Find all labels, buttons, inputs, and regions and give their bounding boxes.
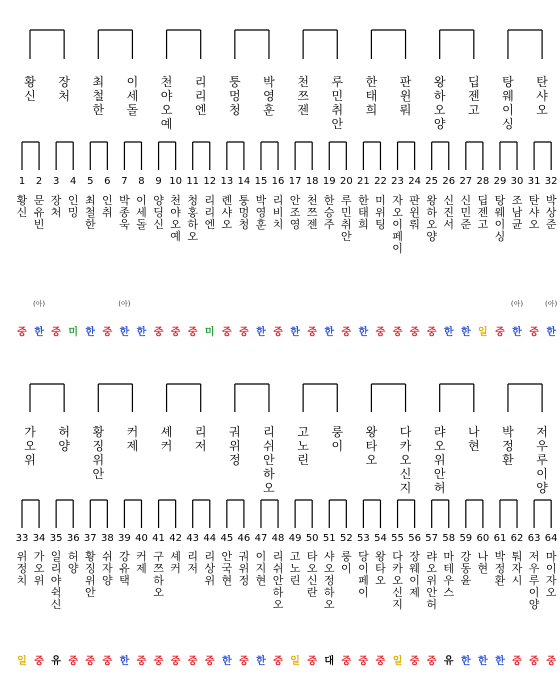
country-tag: 미: [68, 327, 79, 338]
country-tag: 일: [290, 656, 300, 667]
player-name: 장 처: [50, 194, 62, 219]
country-tag: 중: [204, 656, 215, 667]
seed-number: 56: [408, 533, 421, 544]
country-tag: 중: [102, 656, 113, 667]
seed-number: 5: [87, 176, 94, 187]
pair-top-name: 박 정 환: [502, 425, 514, 467]
player-name: 룽 이: [341, 550, 352, 575]
country-tag: 한: [512, 327, 522, 338]
country-tag: 중: [34, 656, 44, 667]
country-tag: 한: [460, 327, 471, 338]
seed-number: 15: [254, 176, 268, 187]
seed-number: 13: [220, 176, 234, 187]
country-tag: 중: [546, 656, 556, 667]
pair-bottom-name: 루 민 취 안: [331, 75, 344, 131]
player-name: 왕 타 오: [375, 550, 386, 587]
player-name: 궈 위 정: [238, 550, 250, 587]
player-name: 일 리 야 쉭 신: [50, 550, 62, 611]
seed-number: 49: [288, 533, 302, 544]
country-tag: 한: [85, 327, 96, 338]
country-tag: 한: [495, 656, 505, 667]
player-name: 가 오 위: [33, 550, 45, 587]
seed-number: 41: [152, 533, 165, 544]
seed-number: 44: [203, 533, 217, 544]
player-name: 위 정 치: [16, 550, 28, 587]
player-name: 문 유 빈: [33, 194, 45, 231]
player-name: 롄 샤 오: [221, 194, 233, 231]
player-name: 미 위 팅: [375, 194, 386, 231]
country-tag: 중: [170, 656, 181, 667]
player-name: 이 세 돌: [136, 194, 147, 231]
player-name: 랴 오 위 안 허: [426, 550, 437, 611]
country-tag: 중: [529, 327, 539, 338]
amateur-note: (아): [32, 300, 46, 308]
country-tag: 한: [290, 327, 300, 338]
country-tag: 일: [478, 327, 488, 338]
seed-number: 51: [322, 533, 336, 544]
player-name: 한 승 주: [323, 194, 335, 231]
country-tag: 중: [17, 327, 27, 338]
amateur-note: (아): [118, 300, 131, 308]
pair-top-name: 황 징 위 안: [92, 425, 105, 481]
pair-top-name: 탕 웨 이 싱: [502, 75, 514, 131]
pair-top-name: 황 신: [24, 75, 36, 103]
seed-number: 32: [544, 176, 558, 187]
country-tag: 중: [239, 327, 249, 338]
player-name: 박 종 욱: [119, 194, 130, 231]
seed-number: 61: [493, 533, 507, 544]
pair-top-name: 천 야 오 예: [160, 75, 173, 131]
seed-number: 45: [220, 533, 234, 544]
seed-number: 35: [49, 533, 63, 544]
country-tag: 대: [324, 656, 335, 667]
country-tag: 한: [443, 327, 454, 338]
country-tag: 중: [136, 656, 147, 667]
seed-number: 19: [322, 176, 336, 187]
player-name: 천 쯔 젠: [306, 194, 318, 231]
country-tag: 중: [341, 656, 352, 667]
player-name: 리 리 엔: [204, 194, 216, 231]
seed-number: 27: [459, 176, 473, 187]
seed-number: 53: [357, 533, 370, 544]
player-name: 박 영 훈: [255, 194, 267, 231]
seed-number: 7: [121, 176, 128, 187]
seed-number: 33: [15, 533, 29, 544]
pair-bottom-name: 장 처: [58, 75, 70, 103]
seed-number: 36: [66, 533, 80, 544]
seed-number: 57: [425, 533, 439, 544]
seed-number: 16: [271, 176, 285, 187]
player-name: 리 상 위: [204, 550, 216, 587]
country-tag: 한: [324, 327, 335, 338]
player-name: 천 야 오 예: [170, 194, 181, 243]
country-tag: 한: [460, 656, 471, 667]
player-name: 허 양: [67, 550, 79, 575]
player-name: 청 홍 하 오: [187, 194, 198, 243]
pair-top-name: 셰 커: [160, 425, 173, 453]
pair-bottom-name: 리 리 엔: [194, 75, 207, 117]
seed-number: 11: [186, 176, 200, 187]
country-tag: 한: [358, 327, 369, 338]
seed-number: 52: [339, 533, 353, 544]
country-tag: 한: [256, 327, 266, 338]
player-name: 당 이 페 이: [358, 550, 369, 599]
seed-number: 4: [70, 176, 77, 187]
seed-number: 28: [476, 176, 490, 187]
pair-bottom-name: 허 양: [58, 425, 70, 453]
seed-number: 10: [169, 176, 182, 187]
country-tag: 유: [51, 656, 61, 667]
pair-top-name: 퉁 멍 청: [229, 75, 241, 117]
seed-number: 54: [374, 533, 387, 544]
seed-number: 50: [305, 533, 319, 544]
player-name: 셰 커: [170, 550, 181, 575]
player-name: 탄 샤 오: [528, 194, 540, 231]
pair-top-name: 최 철 한: [92, 75, 105, 117]
player-name: 마 이 자 오: [545, 550, 557, 599]
player-name: 신 민 준: [460, 194, 472, 231]
player-name: 박 상 준: [545, 194, 557, 231]
seed-number: 40: [135, 533, 148, 544]
pair-bottom-name: 리 쉬 안 하 오: [263, 425, 275, 495]
country-tag: 중: [273, 656, 283, 667]
pair-bottom-name: 커 제: [126, 425, 139, 453]
country-tag: 중: [358, 656, 369, 667]
pair-bottom-name: 나 현: [468, 425, 480, 453]
seed-number: 38: [100, 533, 114, 544]
player-name: 딥 젠 고: [477, 194, 489, 231]
seed-number: 31: [527, 176, 541, 187]
player-name: 안 국 현: [221, 550, 233, 587]
player-name: 탕 웨 이 싱: [494, 194, 506, 243]
seed-number: 58: [442, 533, 456, 544]
pair-bottom-name: 딥 젠 고: [468, 75, 480, 117]
player-name: 한 태 희: [358, 194, 369, 231]
player-name: 마 테 우 스: [443, 550, 455, 599]
player-name: 황 징 위 안: [84, 550, 96, 599]
country-tag: 한: [256, 656, 266, 667]
player-name: 강 동 윤: [460, 550, 472, 587]
player-name: 이 지 현: [255, 550, 267, 587]
pair-top-name: 왕 하 오 양: [433, 75, 446, 131]
country-tag: 중: [426, 327, 437, 338]
seed-number: 46: [237, 533, 251, 544]
pair-bottom-name: 다 카 오 신 지: [399, 425, 412, 495]
amateur-note: (아): [545, 300, 558, 308]
country-tag: 중: [51, 327, 61, 338]
country-tag: 중: [273, 327, 283, 338]
country-tag: 미: [204, 327, 215, 338]
player-name: 루 민 취 안: [341, 194, 352, 243]
player-name: 나 현: [477, 550, 489, 575]
country-tag: 중: [170, 327, 181, 338]
seed-number: 59: [459, 533, 473, 544]
pair-bottom-name: 탄 샤 오: [536, 75, 548, 117]
seed-number: 37: [83, 533, 97, 544]
country-tag: 한: [546, 327, 556, 338]
country-tag: 중: [409, 656, 420, 667]
pair-top-name: 왕 타 오: [365, 425, 378, 467]
player-name: 커 제: [136, 550, 147, 575]
player-name: 황 신: [16, 194, 28, 219]
country-tag: 한: [119, 656, 130, 667]
player-name: 리 비 치: [272, 194, 284, 231]
player-name: 최 철 한: [84, 194, 96, 231]
player-name: 퉁 멍 청: [238, 194, 250, 231]
player-name: 판 윈 뤄: [409, 194, 420, 231]
pair-top-name: 천 쯔 젠: [297, 75, 309, 117]
seed-number: 18: [305, 176, 319, 187]
country-tag: 중: [187, 656, 198, 667]
seed-number: 39: [118, 533, 131, 544]
country-tag: 중: [375, 327, 386, 338]
amateur-note: (아): [510, 300, 524, 308]
seed-number: 55: [391, 533, 404, 544]
seed-number: 43: [186, 533, 200, 544]
country-tag: 중: [409, 327, 420, 338]
seed-number: 24: [408, 176, 421, 187]
pair-bottom-name: 저 우 루 이 양: [536, 425, 548, 495]
country-tag: 중: [153, 327, 164, 338]
player-name: 구 쯔 하 오: [153, 550, 164, 599]
country-tag: 한: [221, 656, 232, 667]
player-name: 다 카 오 신 지: [392, 550, 403, 611]
seed-number: 26: [442, 176, 456, 187]
player-name: 신 진 서: [443, 194, 455, 231]
pair-top-name: 한 태 희: [365, 75, 378, 117]
country-tag: 중: [512, 656, 522, 667]
player-name: 박 정 환: [494, 550, 506, 587]
pair-top-name: 가 오 위: [24, 425, 36, 467]
player-name: 리 저: [187, 550, 198, 575]
seed-number: 34: [32, 533, 46, 544]
country-tag: 중: [392, 327, 403, 338]
country-tag: 중: [153, 656, 164, 667]
player-name: 강 유 택: [119, 550, 130, 587]
seed-number: 30: [510, 176, 524, 187]
country-tag: 중: [85, 656, 96, 667]
player-name: 장 웨 이 제: [409, 550, 420, 599]
country-tag: 중: [529, 656, 539, 667]
pair-top-name: 랴 오 위 안 허: [433, 425, 446, 495]
country-tag: 중: [239, 656, 249, 667]
seed-number: 22: [374, 176, 387, 187]
seed-number: 8: [138, 176, 145, 187]
seed-number: 29: [493, 176, 507, 187]
country-tag: 중: [341, 327, 352, 338]
seed-number: 48: [271, 533, 285, 544]
country-tag: 중: [221, 327, 232, 338]
player-name: 저 우 루 이 양: [528, 550, 540, 611]
player-name: 조 남 균: [511, 194, 523, 231]
seed-number: 64: [544, 533, 558, 544]
seed-number: 14: [237, 176, 251, 187]
player-name: 리 쉬 안 하 오: [272, 550, 284, 611]
country-tag: 한: [34, 327, 44, 338]
player-name: 인 취: [102, 194, 113, 219]
seed-number: 47: [254, 533, 268, 544]
player-name: 안 조 영: [289, 194, 301, 231]
seed-number: 62: [510, 533, 524, 544]
pair-bottom-name: 리 저: [194, 425, 207, 453]
country-tag: 중: [495, 327, 505, 338]
player-name: 쉬 자 양: [102, 550, 113, 587]
country-tag: 한: [136, 327, 147, 338]
country-tag: 중: [187, 327, 198, 338]
country-tag: 중: [375, 656, 386, 667]
country-tag: 한: [119, 327, 130, 338]
seed-number: 20: [339, 176, 353, 187]
player-name: 타 오 신 란: [306, 550, 318, 599]
country-tag: 한: [478, 656, 488, 667]
player-name: 고 노 린: [289, 550, 301, 587]
seed-number: 60: [476, 533, 490, 544]
seed-number: 9: [155, 176, 162, 187]
player-name: 왕 하 오 양: [426, 194, 437, 243]
player-name: 양 딩 신: [153, 194, 164, 231]
pair-top-name: 궈 위 정: [229, 425, 241, 467]
pair-top-name: 고 노 린: [297, 425, 309, 467]
seed-number: 3: [52, 176, 60, 187]
seed-number: 25: [425, 176, 439, 187]
pair-bottom-name: 박 영 훈: [263, 75, 275, 117]
seed-number: 42: [169, 533, 182, 544]
seed-number: 63: [527, 533, 541, 544]
country-tag: 유: [443, 656, 454, 667]
country-tag: 일: [392, 656, 403, 667]
player-name: 샤 오 정 하 오: [323, 550, 335, 611]
country-tag: 중: [426, 656, 437, 667]
pair-bottom-name: 판 윈 뤄: [399, 75, 412, 117]
player-name: 자 오 이 페 이: [392, 194, 403, 255]
seed-number: 6: [104, 176, 111, 187]
country-tag: 중: [102, 327, 113, 338]
country-tag: 중: [307, 656, 318, 667]
seed-number: 17: [288, 176, 302, 187]
seed-number: 2: [35, 176, 43, 187]
player-name: 퉈 자 시: [511, 550, 523, 587]
player-name: 인 밍: [67, 194, 79, 219]
pair-bottom-name: 룽 이: [331, 425, 344, 453]
seed-number: 23: [391, 176, 404, 187]
country-tag: 중: [68, 656, 79, 667]
seed-number: 1: [18, 176, 26, 187]
seed-number: 12: [203, 176, 217, 187]
pair-bottom-name: 이 세 돌: [126, 75, 139, 117]
seed-number: 21: [357, 176, 370, 187]
country-tag: 일: [17, 656, 27, 667]
country-tag: 중: [307, 327, 318, 338]
